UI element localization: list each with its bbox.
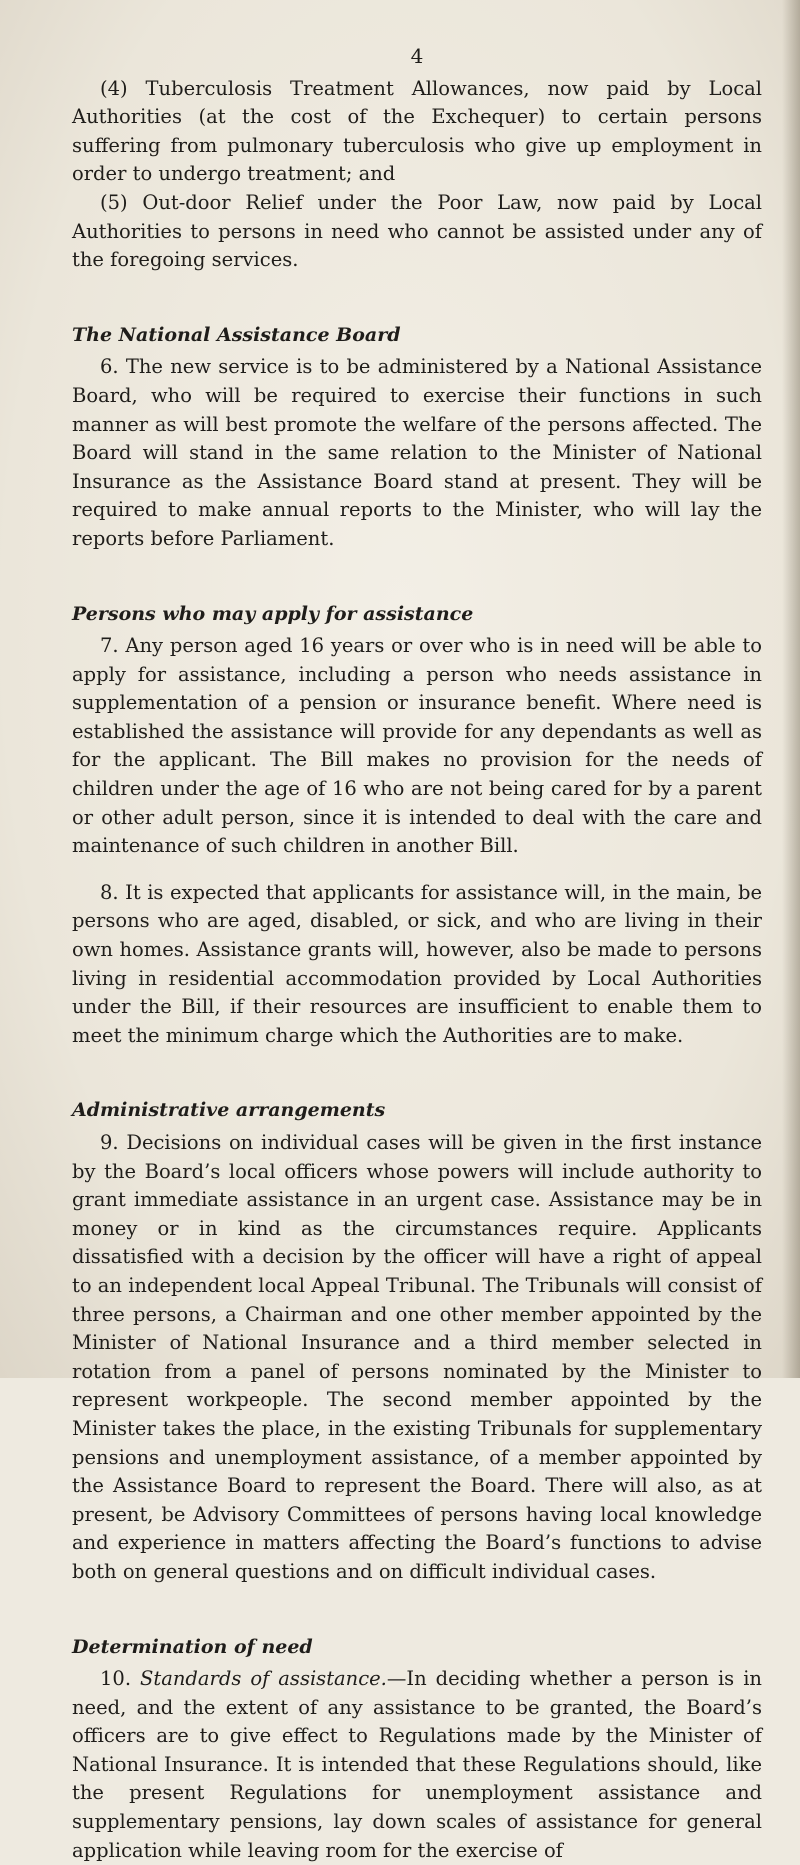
- paragraph-item-5: (5) Out-door Relief under the Poor Law, now paid by Local Authorities to persons in need who cannot be assisted under any of the foregoing services.: [72, 190, 762, 272]
- page-number: 4: [410, 44, 424, 68]
- heading-national-assistance-board: The National Assistance Board: [72, 323, 401, 346]
- paragraph-9: 9. Decisions on individual cases will be given in the first instance by the Board’s local officers whose powers will include authority to grant immediate assistance in an urgent case. Assistance may be in money or in kind as the circumstances require. Applicants dissatisfied with a decision by the officer will have a right of appeal to an independent local Appeal Tribunal. The Tribunals will consist of three persons, a Chairman and one other member appointed by the Minister of National Insurance and a third member selected in rotation from a panel of persons nominated by the Minister to represent workpeople. The second member appointed by the Minister takes the place, in the existing Tribunals for supplementary pensions and unemployment assistance, of a member appointed by the Assistance Board to represent the Board. There will also, as at present, be Advisory Committees of persons having local knowledge and experience in matters affecting the Board’s functions to advise both on general questions and on difficult individual cases.: [72, 1131, 762, 1583]
- paragraph-10-subheading: Standards of assistance.: [140, 1667, 387, 1691]
- heading-persons-who-may-apply: Persons who may apply for assistance: [72, 602, 474, 625]
- paragraph-7: 7. Any person aged 16 years or over who is in need will be able to apply for assistance, including a person who needs assistance in supplementation of a pension or insurance benefit. Where need is established the assistance will provide for any dependants as well as for the applicant. The Bill makes no provision for the needs of children under the age of 16 who are not being cared for by a parent or other adult person, since it is intended to deal with the care and maintenance of such children in another Bill.: [72, 634, 762, 858]
- heading-administrative-arrangements: Administrative arrangements: [72, 1099, 386, 1122]
- paragraph-item-4: (4) Tuberculosis Treatment Allowances, now paid by Local Authorities (at the cost of the Exchequer) to certain persons suffering from pulmonary tuberculosis who give up employment in order to undergo treatment; and: [72, 76, 762, 186]
- heading-determination-of-need: Determination of need: [72, 1635, 313, 1658]
- paragraph-10-number: 10.: [100, 1667, 141, 1691]
- page-edge-shadow: [782, 0, 800, 1378]
- paragraph-10: [72, 1665, 762, 1865]
- paragraph-8: 8. It is expected that applicants for assistance will, in the main, be persons who are aged, disabled, or sick, and who are living in their own homes. Assistance grants will, however, also be made to persons living in residential accommodation provided by Local Authorities under the Bill, if their resources are insufficient to enable them to meet the minimum charge which the Authorities are to make.: [72, 880, 762, 1047]
- document-body: [72, 42, 762, 1865]
- paragraph-6: 6. The new service is to be administered by a National Assistance Board, who will be required to exercise their functions in such manner as will best promote the welfare of the persons affected. The Board will stand in the same relation to the Minister of National Insurance as the Assistance Board stand at present. They will be required to make annual reports to the Minister, who will lay the reports before Parliament.: [72, 355, 762, 550]
- paragraph-10-text: —In deciding whether a person is in need, and the extent of any assistance to be granted, the Board’s officers are to give effect to Regulations made by the Minister of National Insurance. It is intended that these Regulations should, like the present Regulations for unemployment assistance and supplementary pensions, lay down scales of assistance for general application while leaving room for the exercise of: [72, 1667, 762, 1862]
